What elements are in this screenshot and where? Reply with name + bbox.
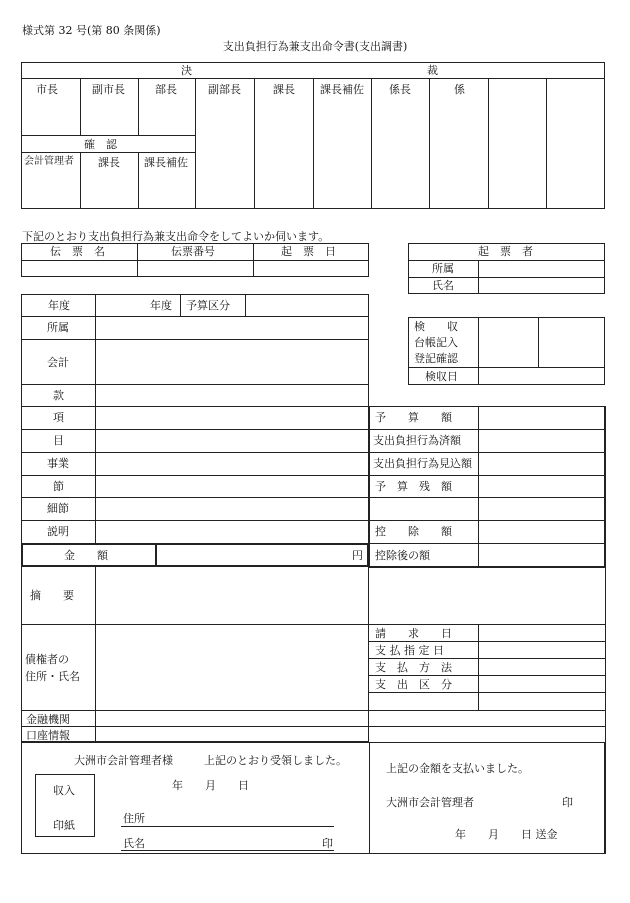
role-staff: 係: [454, 83, 465, 96]
deduction-label: 控 除 額: [375, 525, 452, 538]
issuer-affiliation-label: 所属: [432, 262, 454, 275]
setsu-label: 節: [53, 480, 64, 493]
payment-officer: 大洲市会計管理者: [386, 796, 474, 809]
bank-label: 金融機関: [26, 713, 70, 726]
main-affiliation-label: 所属: [47, 321, 69, 334]
receipt-name-label: 氏名: [123, 837, 145, 850]
form-title: 支出負担行為兼支出命令書(支出調書): [222, 40, 408, 53]
after-deduction-label: 控除後の額: [375, 549, 430, 562]
slip-name-header: 伝 票 名: [50, 245, 105, 258]
description-label: 説明: [47, 525, 69, 538]
inspection-line-3: 登記確認: [414, 352, 458, 365]
kakunin-label: 確 認: [84, 138, 117, 151]
request-text: 下記のとおり支出負担行為兼支出命令をしてよいか伺います。: [22, 230, 330, 243]
budget-category-label: 予算区分: [186, 299, 230, 312]
revenue-stamp-label-1: 収入: [53, 784, 75, 797]
payment-method-label: 支 払 方 法: [375, 661, 452, 674]
slip-number-header: 伝票番号: [171, 245, 215, 258]
inspection-line-2: 台帳記入: [414, 336, 458, 349]
creditor-label-2: 住所・氏名: [25, 670, 80, 683]
form-number: 様式第 32 号(第 80 条関係): [22, 24, 161, 37]
issuer-title: 起 票 者: [478, 245, 533, 258]
saisetsu-label: 細節: [47, 502, 69, 515]
role-mayor: 市長: [36, 83, 58, 96]
receipt-date: 年 月 日: [172, 779, 249, 792]
role-subsection-chief: 係長: [389, 83, 411, 96]
role-director: 部長: [155, 83, 177, 96]
role-section-chief: 課長: [273, 83, 295, 96]
confirm-section-chief: 課長: [98, 156, 120, 169]
payment-done-text: 上記の金額を支払いました。: [386, 762, 529, 775]
invoice-date-label: 請 求 日: [375, 627, 452, 640]
summary-label: 摘 要: [30, 589, 74, 602]
issuer-name-label: 氏名: [432, 279, 454, 292]
payment-seal: 印: [562, 796, 573, 809]
committed-amount-label: 支出負担行為済額: [373, 434, 461, 447]
account-label: 口座情報: [26, 729, 70, 742]
moku-label: 目: [53, 434, 64, 447]
fiscal-year-label: 年度: [48, 299, 70, 312]
confirm-assistant-chief: 課長補佐: [144, 156, 188, 169]
role-assistant-chief: 課長補佐: [320, 83, 364, 96]
inspection-line-1: 検 収: [414, 320, 458, 333]
ketsu-label: 決: [181, 64, 192, 77]
accounting-label: 会計: [47, 356, 69, 369]
yen-unit: 円: [352, 549, 363, 562]
kou-label: 項: [53, 411, 64, 424]
amount-label: 金 額: [64, 549, 108, 562]
receipt-address-label: 住所: [123, 812, 145, 825]
payment-date: 年 月 日 送金: [455, 828, 558, 841]
sai-label: 裁: [427, 64, 438, 77]
fiscal-year-unit: 年度: [150, 299, 172, 312]
project-label: 事業: [47, 457, 69, 470]
budget-remaining-label: 予 算 残 額: [375, 480, 452, 493]
creditor-label-1: 債権者の: [25, 653, 69, 666]
expected-commitment-label: 支出負担行為見込額: [373, 457, 472, 470]
inspection-date-label: 検収日: [425, 370, 458, 383]
expenditure-category-label: 支 出 区 分: [375, 678, 452, 691]
confirm-accounting-manager: 会計管理者: [24, 156, 74, 167]
budget-amount-label: 予 算 額: [375, 411, 452, 424]
kan-label: 款: [53, 389, 64, 402]
role-vice-mayor: 副市長: [92, 83, 125, 96]
role-deputy-director: 副部長: [208, 83, 241, 96]
payment-due-date-label: 支 払 指 定 日: [375, 644, 444, 657]
receipt-addressee: 大洲市会計管理者様: [74, 754, 173, 767]
slip-date-header: 起 票 日: [281, 245, 336, 258]
receipt-received-text: 上記のとおり受領しました。: [204, 754, 347, 767]
revenue-stamp-label-2: 印紙: [53, 819, 75, 832]
receipt-seal: 印: [322, 837, 333, 850]
